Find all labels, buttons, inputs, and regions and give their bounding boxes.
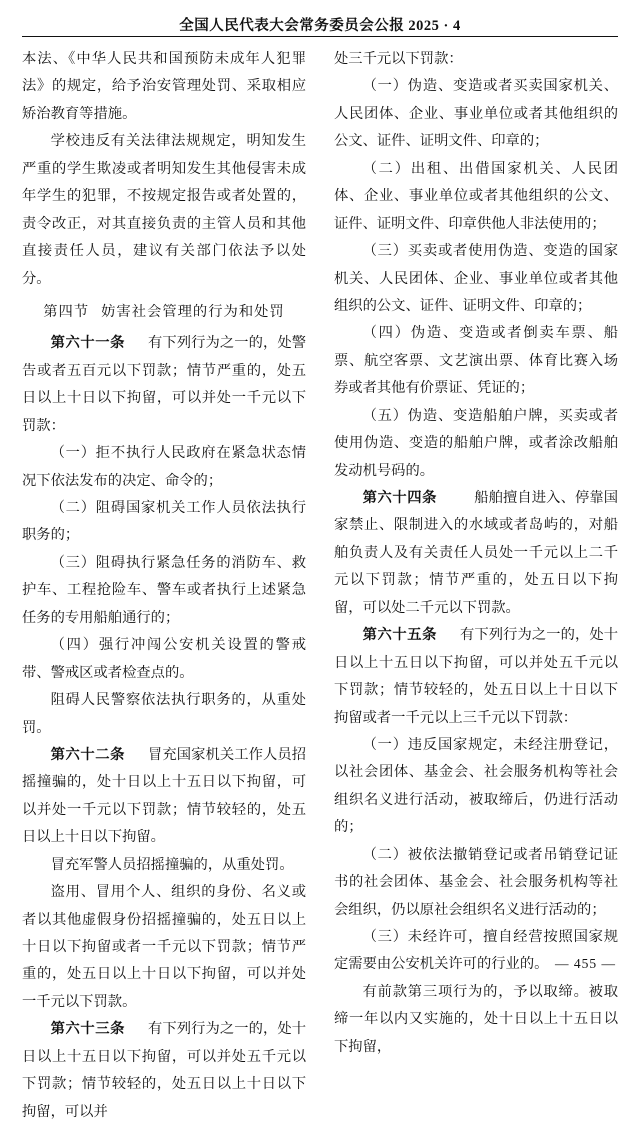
header-divider xyxy=(22,36,618,37)
article-number: 第六十四条 xyxy=(362,490,438,506)
article-item: （三）阻碍执行紧急任务的消防车、救护车、工程抢险车、警车或者执行上述紧急任务的专用船舶通行的； xyxy=(22,554,306,626)
article-item: （二）阻碍国家机关工作人员依法执行职务的； xyxy=(22,500,306,544)
article-item: （三）未经许可，擅自经营按照国家规定需要由公安机关许可的行业的。 xyxy=(334,929,618,973)
article-number: 第六十二条 xyxy=(50,746,125,763)
article-item: （三）买卖或者使用伪造、变造的国家机关、人民团体、企业、事业单位或者其他组织的公文、证件、证明文件、印章的； xyxy=(334,243,618,314)
article-lead xyxy=(22,742,306,852)
article-item: （一）拒不执行人民政府在紧急状态情况下依法发布的决定、命令的； xyxy=(22,445,306,489)
section-label: 第四节 xyxy=(43,303,90,320)
article-lead xyxy=(22,1016,306,1126)
article-item: （二）被依法撤销登记或者吊销登记证书的社会团体、基金会、社会服务机构等社会组织，仍以原社会组织名义进行活动的； xyxy=(334,846,618,918)
article-lead xyxy=(334,622,618,732)
paragraph-continuation: 处三千元以下罚款： xyxy=(334,51,463,67)
article-tail: 冒充军警人员招摇撞骗的，从重处罚。 xyxy=(50,856,294,873)
article-item: （五）伪造、变造船舶户牌，买卖或者使用伪造、变造的船舶户牌，或者涂改船舶发动机号码的。 xyxy=(334,407,618,479)
article-text: 有下列行为之一的，处警告或者五百元以下罚款；情节严重的，处五日以上十日以下拘留，可以并处一千元以下罚款： xyxy=(22,335,307,434)
article-text: 冒充国家机关工作人员招摇撞骗的，处十日以上十五日以下拘留，可以并处一千元以下罚款；情节较轻的，处五日以上十日以下拘留。 xyxy=(22,746,307,846)
article-number: 第六十三条 xyxy=(50,1021,125,1038)
article-item: （二）出租、出借国家机关、人民团体、企业、事业单位或者其他组织的公文、证件、证明文件、印章供他人非法使用的； xyxy=(334,160,618,232)
article-lead xyxy=(22,330,306,440)
article-number: 第六十一条 xyxy=(50,335,125,352)
paragraph: 本法、《中华人民共和国预防未成年人犯罪法》的规定，给予治安管理处罚、采取相应矫治教育等措施。 xyxy=(22,51,306,122)
page-number: — 455 — xyxy=(555,956,616,971)
paragraph: 学校违反有关法律法规规定，明知发生严重的学生欺凌或者明知发生其他侵害未成年学生的犯罪，不按规定报告或者处置的，责令改正，对其直接负责的主管人员和其他直接责任人员，建议有关部门依法予以处分。 xyxy=(22,133,306,287)
left-column xyxy=(22,46,307,1120)
article-item: （四）伪造、变造或者倒卖车票、船票、航空客票、文艺演出票、体育比赛入场券或者其他有价票证、凭证的； xyxy=(334,325,618,397)
page-header: 全国人民代表大会常务委员会公报 2025 · 4 xyxy=(179,18,461,34)
article-lead xyxy=(334,485,618,622)
section-heading xyxy=(22,299,306,326)
article-tail: 阻碍人民警察依法执行职务的，从重处罚。 xyxy=(22,692,306,736)
article-number: 第六十五条 xyxy=(362,627,437,644)
article-item: （一）伪造、变造或者买卖国家机关、人民团体、企业、事业单位或者其他组织的公文、证件、证明文件、印章的； xyxy=(334,78,618,150)
article-text: 船舶擅自进入、停靠国家禁止、限制进入的水域或者岛屿的，对船舶负责人及有关责任人员处一千元以上二千元以下罚款；情节严重的，处五日以下拘留，可以处二千元以下罚款。 xyxy=(334,490,619,616)
section-name: 妨害社会管理的行为和处罚 xyxy=(101,303,285,320)
article-tail: 盗用、冒用个人、组织的身份、名义或者以其他虚假身份招摇撞骗的，处五日以上十日以下拘留或者一千元以下罚款；情节严重的，处五日以上十日以下拘留，可以并处一千元以下罚款。 xyxy=(22,884,306,1010)
article-tail: 有前款第三项行为的，予以取缔。被取缔一年以内又实施的，处十日以上十五日以下拘留， xyxy=(334,983,618,1055)
article-text: 有下列行为之一的，处十日以上十五日以下拘留，可以并处五千元以下罚款；情节较轻的，处五日以上十日以下拘留或者一千元以上三千元以下罚款： xyxy=(334,627,619,726)
article-text: 有下列行为之一的，处十日以上十五日以下拘留，可以并处五千元以下罚款；情节较轻的，处五日以上十日以下拘留，可以并 xyxy=(22,1021,307,1120)
article-item: （一）违反国家规定，未经注册登记，以社会团体、基金会、社会服务机构等社会组织名义进行活动，被取缔后，仍进行活动的； xyxy=(334,736,618,836)
article-item: （四）强行冲闯公安机关设置的警戒带、警戒区或者检查点的。 xyxy=(22,637,306,681)
